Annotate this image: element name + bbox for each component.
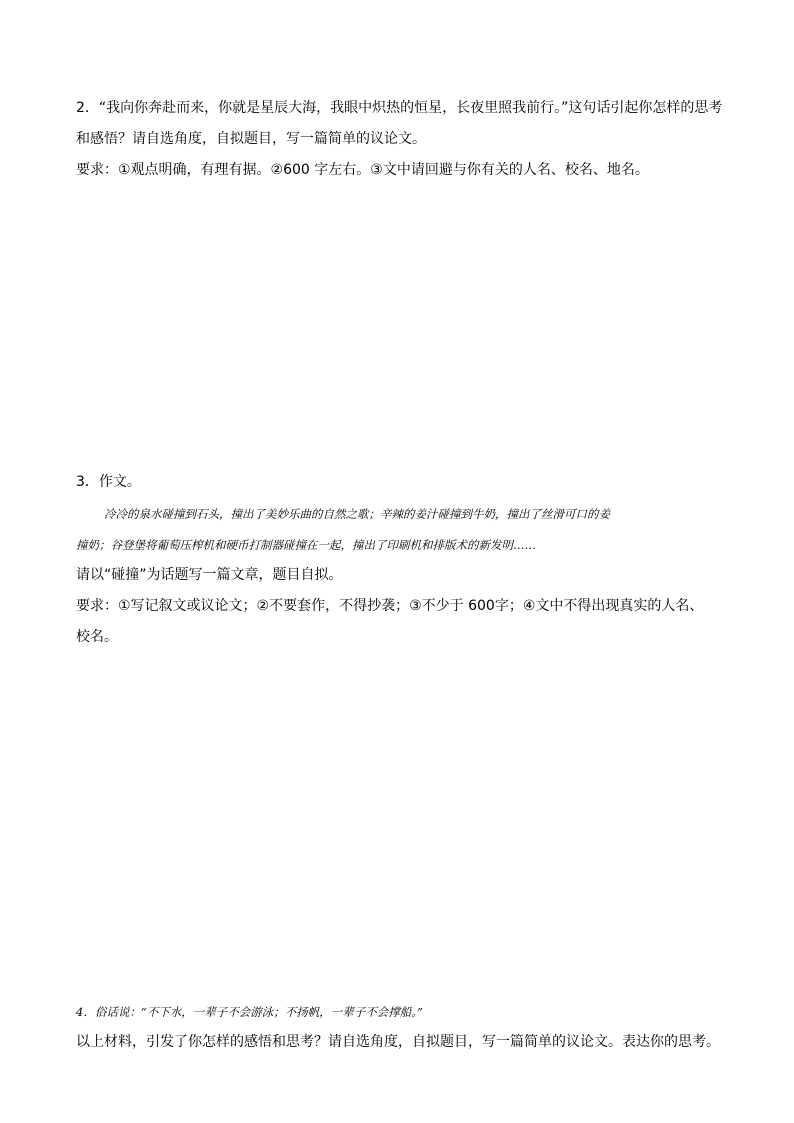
q3-material-line-2: 撞奶；谷登堡将葡萄压榨机和硬币打制器碰撞在一起，撞出了印刷机和排版术的新发明…… xyxy=(76,538,536,552)
q3-prompt: 请以“碰撞”为话题写一篇文章，题目自拟。 xyxy=(76,567,343,583)
q3-title: 3．作文。 xyxy=(76,474,141,490)
q4-line-2: 以上材料，引发了你怎样的感悟和思考？请自选角度，自拟题目，写一篇简单的议论文。表达你的思考。 xyxy=(76,1034,720,1050)
q2-line-1: 2．“我向你奔赴而来，你就是星辰大海，我眼中炽热的恒星，长夜里照我前行。”这句话引起你怎样的思考 xyxy=(76,100,723,116)
q2-line-2: 和感悟？请自选角度，自拟题目，写一篇简单的议论文。 xyxy=(76,131,426,147)
q3-requirements-line-2: 校名。 xyxy=(76,629,118,645)
q3-requirements-line-1: 要求：①写记叙文或议论文；②不要套作，不得抄袭；③不少于 600字；④文中不得出现真实的人名、 xyxy=(76,598,704,614)
q4-line-1: 4．俗话说：“不下水，一辈子不会游泳；不扬帆，一辈子不会撑船。” xyxy=(76,1005,423,1019)
q2-requirements: 要求：①观点明确，有理有据。②600 字左右。③文中请回避与你有关的人名、校名、地名。 xyxy=(76,162,649,178)
q3-material-line-1: 冷冷的泉水碰撞到石头，撞出了美妙乐曲的自然之歌；辛辣的姜汁碰撞到牛奶，撞出了丝滑可口的姜 xyxy=(104,507,610,521)
